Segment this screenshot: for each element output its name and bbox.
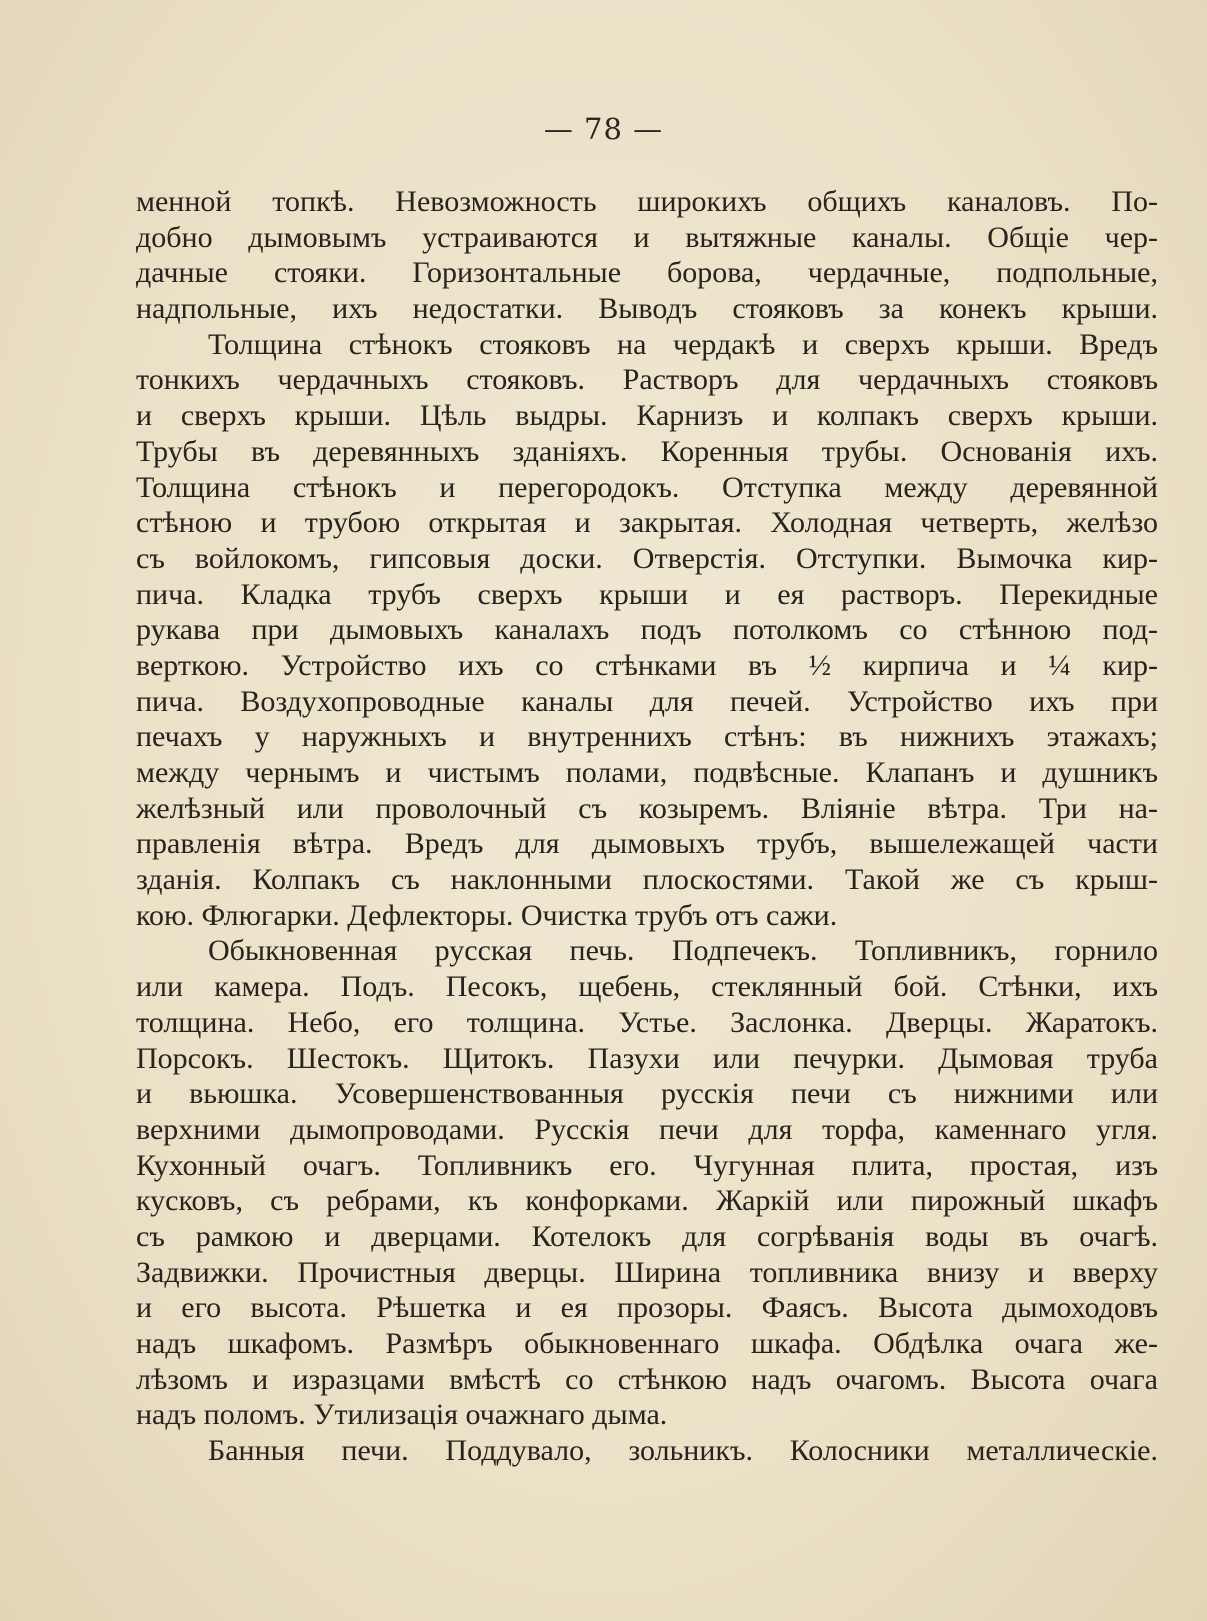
text-line: Банныя печи. Поддувало, зольникъ. Колосники металлическіе. — [208, 1434, 1158, 1468]
text-line: Толщина стѣнокъ и перегородокъ. Отступка между деревянной — [136, 470, 1158, 504]
text-line: рукава при дымовыхъ каналахъ подъ потолкомъ со стѣнною под- — [136, 613, 1158, 647]
text-line: пича. Кладка трубъ сверхъ крыши и ея растворъ. Перекидные — [136, 577, 1158, 611]
text-line: тонкихъ чердачныхъ стояковъ. Растворъ для чердачныхъ стояковъ — [136, 363, 1158, 397]
text-line: правленія вѣтра. Вредъ для дымовыхъ трубъ, вышележащей части — [136, 827, 1158, 861]
page-number: — 78 — — [543, 112, 664, 146]
text-line: менной топкѣ. Невозможность широкихъ общихъ каналовъ. По- — [136, 185, 1158, 218]
text-line: верхними дымопроводами. Русскія печи для торфа, каменнаго угля. — [136, 1112, 1158, 1146]
text-line: Трубы въ деревянныхъ зданіяхъ. Коренныя трубы. Основанія ихъ. — [136, 434, 1158, 468]
text-line: верткою. Устройство ихъ со стѣнками въ ½ кирпича и ¼ кир- — [136, 648, 1158, 682]
text-line: кусковъ, съ ребрами, къ конфорками. Жаркій или пирожный шкафъ — [136, 1184, 1158, 1218]
text-line: съ войлокомъ, гипсовыя доски. Отверстія. Отступки. Вымочка кир- — [136, 541, 1158, 575]
text-line: стѣною и трубою открытая и закрытая. Холодная четверть, желѣзо — [136, 506, 1158, 540]
text-line: съ рамкою и дверцами. Котелокъ для согрѣванія воды въ очагѣ. — [136, 1219, 1158, 1253]
text-line: и сверхъ крыши. Цѣль выдры. Карнизъ и колпакъ сверхъ крыши. — [136, 399, 1158, 433]
text-line: и его высота. Рѣшетка и ея прозоры. Фаясъ. Высота дымоходовъ — [136, 1291, 1158, 1325]
body-text — [136, 184, 1158, 1469]
text-line: Толщина стѣнокъ стояковъ на чердакѣ и сверхъ крыши. Вредъ — [208, 327, 1158, 361]
text-line: желѣзный или проволочный съ козыремъ. Вліяніе вѣтра. Три на- — [136, 791, 1158, 825]
text-line: Задвижки. Прочистныя дверцы. Ширина топливника внизу и вверху — [136, 1255, 1158, 1289]
text-line: и вьюшка. Усовершенствованныя русскія печи съ нижними или — [136, 1077, 1158, 1111]
text-line: Кухонный очагъ. Топливникъ его. Чугунная плита, простая, изъ — [136, 1148, 1158, 1182]
text-line: Порсокъ. Шестокъ. Щитокъ. Пазухи или печурки. Дымовая труба — [136, 1041, 1158, 1075]
text-line: между чернымъ и чистымъ полами, подвѣсные. Клапанъ и душникъ — [136, 756, 1158, 789]
text-line: надъ шкафомъ. Размѣръ обыкновеннаго шкафа. Обдѣлка очага же- — [136, 1327, 1158, 1360]
text-line: пича. Воздухопроводные каналы для печей. Устройство ихъ при — [136, 684, 1158, 718]
text-line: лѣзомъ и изразцами вмѣстѣ со стѣнкою надъ очагомъ. Высота очага — [136, 1362, 1158, 1396]
text-line: толщина. Небо, его толщина. Устье. Заслонка. Дверцы. Жаратокъ. — [136, 1005, 1158, 1039]
text-line: надпольные, ихъ недостатки. Выводъ стояковъ за конекъ крыши. — [136, 292, 1158, 326]
text-line: или камера. Подъ. Песокъ, щебень, стеклянный бой. Стѣнки, ихъ — [136, 970, 1158, 1004]
text-line: печахъ у наружныхъ и внутреннихъ стѣнъ: въ нижнихъ этажахъ; — [136, 720, 1158, 754]
text-line: дачные стояки. Горизонтальные борова, чердачные, подпольные, — [136, 256, 1158, 290]
text-line: добно дымовымъ устраиваются и вытяжные каналы. Общіе чер- — [136, 220, 1158, 254]
text-line: Обыкновенная русская печь. Подпечекъ. Топливникъ, горнило — [208, 934, 1158, 968]
text-line: кою. Флюгарки. Дефлекторы. Очистка трубъ отъ сажи. — [136, 898, 838, 932]
text-line: зданія. Колпакъ съ наклонными плоскостями. Такой же съ крыш- — [136, 863, 1158, 897]
text-line: надъ поломъ. Утилизація очажнаго дыма. — [136, 1398, 668, 1432]
